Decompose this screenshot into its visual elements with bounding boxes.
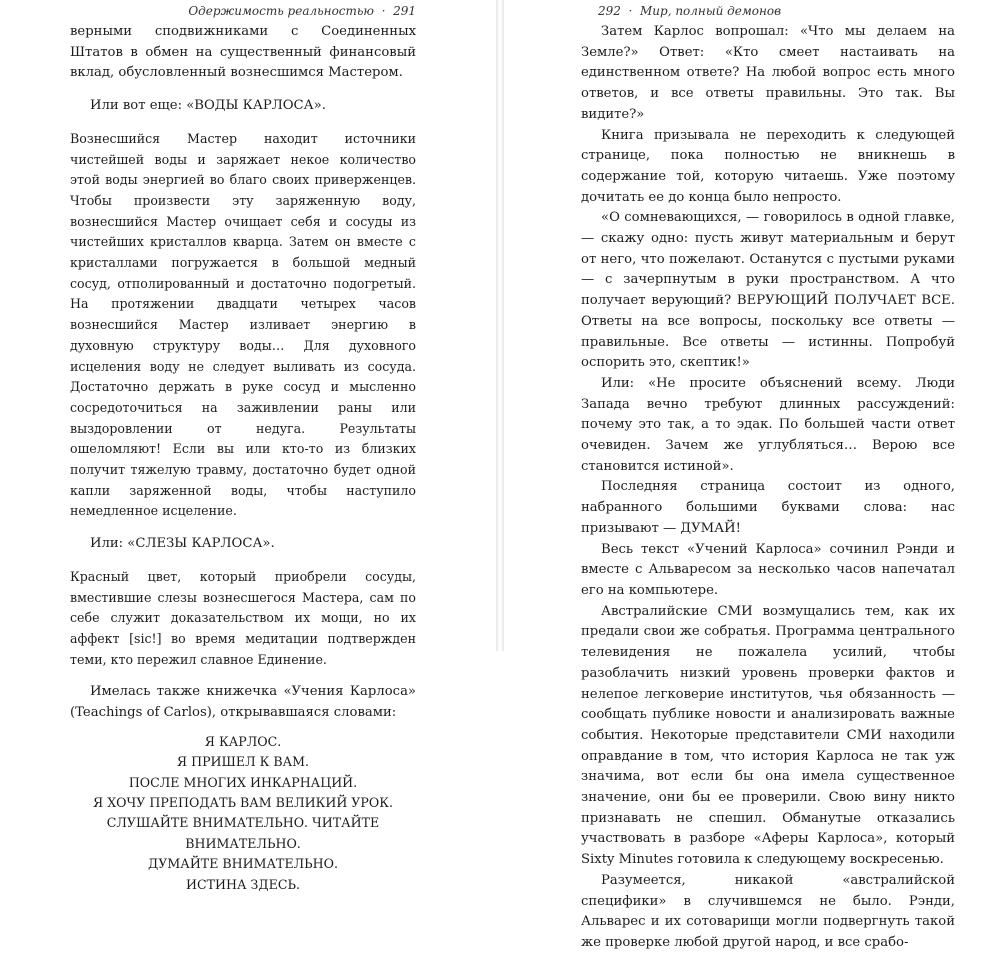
- verse-line: Я ХОЧУ ПРЕПОДАТЬ ВАМ ВЕЛИКИЙ УРОК.: [93, 795, 393, 811]
- verse-line: ПОСЛЕ МНОГИХ ИНКАРНАЦИЙ.: [128, 774, 358, 790]
- right-page-body: [581, 22, 955, 954]
- verse-line: ИСТИНА ЗДЕСЬ.: [186, 876, 300, 892]
- paragraph: верными сподвижниками с Соединенных Штатов в обмен на существенный финансовый вклад, обусловленный вознесшимся Мастером.: [70, 24, 416, 81]
- right-running-header: [598, 4, 781, 18]
- quote-paragraph: Красный цвет, который приобрели сосуды, вместившие слезы вознесшегося Мастера, сам по себе служит доказательством их мощи, но их аффект [sic!] во время медитации подтвержден теми, кто пережил славное Единение.: [70, 568, 416, 667]
- verse-line: СЛУШАЙТЕ ВНИМАТЕЛЬНО. ЧИТАЙТЕ ВНИМАТЕЛЬНО.: [106, 815, 380, 851]
- paragraph: Австралийские СМИ возмущались тем, как их предали свои же собратья. Программа центрального телевидения не пожалела усилий, чтобы разоблачить низкий уровень проверки фактов и нелепое легковерие институтов, чья обязанность — сообщать публике новости и анализировать важные события. Некоторые представители СМИ находили оправдание в том, что история Карлоса не так уж значима, вот если бы она имела существенное значение, они бы ее проверили. Свою вину никто признавать не спешил. Обманутые отказались участвовать в разборе «Аферы Карлоса», который Sixty Minutes готовила к следующему воскресенью.: [581, 603, 955, 868]
- paragraph: Или вот еще: «ВОДЫ КАРЛОСА».: [90, 98, 326, 114]
- left-header-title: Одержимость реальностью: [188, 4, 374, 18]
- left-page: [0, 0, 496, 892]
- header-separator: ·: [624, 4, 640, 18]
- paragraph: Затем Карлос вопрошал: «Что мы делаем на Земле?» Ответ: «Кто смеет настаивать на единственном ответе? На любой вопрос есть много ответов, и все ответы правильны. Это так. Вы видите?»: [581, 24, 955, 122]
- paragraph: Весь текст «Учений Карлоса» сочинил Рэнди и вместе с Альваресом за несколько часов напечатал его на компьютере.: [581, 541, 955, 598]
- quote-paragraph: Вознесшийся Мастер находит источники чистейшей воды и заряжает некое количество этой воды энергией во благо своих приверженцев. Чтобы произвести эту заряженную воду, вознесшийся Мастер очищает себя и сосуды из чистейших кристаллов кварца. Затем он вместе с кристаллами погружается в большой медный сосуд, отполированный и достаточно подогретый. На протяжении двадцати четырех часов вознесшийся Мастер изливает энергию в духовную структуру воды… Для духовного исцеления воду не следует выливать из сосуда. Достаточно держать в руке сосуд и мысленно сосредоточиться на заживлении раны или выздоровлении от недуга. Результаты ошеломляют! Если вы или кто-то из близких получит тяжелую травму, достаточно будет одной капли заряженной воды, чтобы наступило немедленное исцеление.: [70, 130, 416, 519]
- verse-line: Я КАРЛОС.: [204, 733, 282, 749]
- paragraph: «О сомневающихся, — говорилось в одной главке, — скажу одно: пусть живут материальным и берут от него, что пожелают. Останутся с пустыми руками — с зачерпнутым в руки пространством. А что получает верующий? ВЕРУЮЩИЙ ПОЛУЧАЕТ ВСЕ. Ответы на все вопросы, поскольку все ответы — правильные. Все ответы — истинны. Попробуй оспорить это, скептик!»: [581, 210, 955, 371]
- right-page-number: 292: [598, 4, 621, 18]
- paragraph: Имелась также книжечка «Учения Карлоса» (Teachings of Carlos), открывавшаяся словами:: [70, 684, 416, 721]
- verse-line: ДУМАЙТЕ ВНИМАТЕЛЬНО.: [148, 856, 338, 872]
- paragraph: Последняя страница состоит из одного, набранного большими буквами слова: нас призывают — ДУМАЙ!: [581, 479, 955, 536]
- header-separator: ·: [377, 4, 394, 18]
- left-page-number: 291: [393, 4, 416, 18]
- paragraph: Или: «СЛЕЗЫ КАРЛОСА».: [90, 536, 275, 552]
- right-header-title: Мир, полный демонов: [640, 4, 782, 18]
- verse-line: Я ПРИШЕЛ К ВАМ.: [176, 754, 310, 770]
- left-page-body: [70, 22, 416, 895]
- paragraph: Разумеется, никакой «австралийской специфики» в случившемся не было. Рэнди, Альварес и их сотоварищи могли подвергнуть такой же проверке любой другой народ, и все срабо-: [581, 872, 955, 950]
- verse-block: [70, 732, 416, 895]
- paragraph: Или: «Не просите объяснений всему. Люди Запада вечно требуют длинных рассуждений: почему это так, а то эдак. По большей части ответ очевиден. Зачем же углубляться… Верою все становится истиной».: [581, 375, 955, 474]
- left-running-header: [188, 4, 416, 18]
- book-gutter: [496, 0, 504, 651]
- paragraph: Книга призывала не переходить к следующей странице, пока полностью не вникнешь в содержание той, которую читаешь. Уже поэтому дочитать ее до конца было непросто.: [581, 127, 955, 205]
- right-page: [504, 0, 1000, 950]
